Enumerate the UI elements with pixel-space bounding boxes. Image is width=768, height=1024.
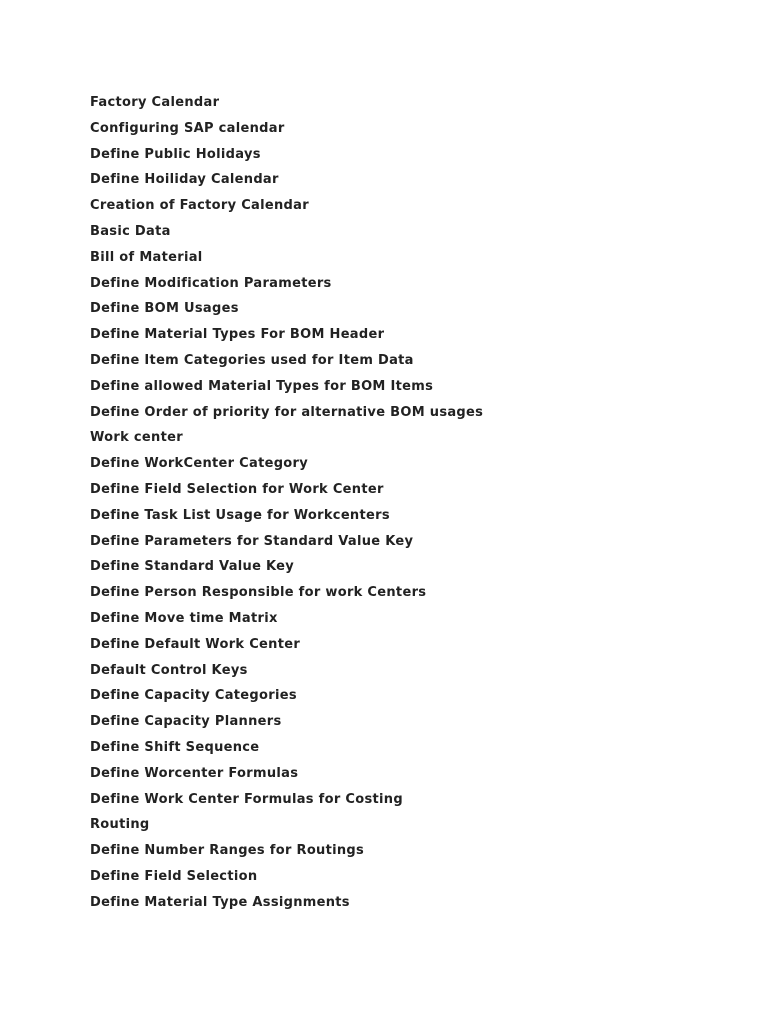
topic-item: Define BOM Usages	[90, 301, 239, 317]
topic-item: Define Work Center Formulas for Costing	[90, 791, 403, 807]
topic-item: Define Item Categories used for Item Data	[90, 352, 414, 368]
topic-item: Define Modification Parameters	[90, 275, 332, 291]
topic-item: Bill of Material	[90, 249, 203, 265]
topic-item: Default Control Keys	[90, 662, 248, 678]
topic-item: Define Order of priority for alternative BOM usages	[90, 404, 484, 420]
topic-item: Configuring SAP calendar	[90, 120, 285, 136]
topic-item: Define Worcenter Formulas	[90, 765, 299, 781]
topic-item: Define Default Work Center	[90, 636, 301, 652]
topic-item: Factory Calendar	[90, 95, 220, 110]
topic-item: Define Field Selection	[90, 868, 258, 884]
topic-item: Define Capacity Categories	[90, 688, 297, 704]
topic-item: Define Public Holidays	[90, 146, 261, 162]
topic-item: Define Task List Usage for Workcenters	[90, 507, 390, 523]
topic-item: Define Standard Value Key	[90, 559, 295, 575]
topic-item: Creation of Factory Calendar	[90, 198, 309, 214]
topic-item: Define Field Selection for Work Center	[90, 481, 384, 497]
topic-item: Define Hoiliday Calendar	[90, 172, 279, 188]
topic-item: Define WorkCenter Category	[90, 456, 309, 472]
topic-item: Routing	[90, 817, 150, 833]
topic-item: Define allowed Material Types for BOM Items	[90, 378, 434, 394]
topic-item: Work center	[90, 430, 183, 446]
topic-item: Define Material Type Assignments	[90, 894, 350, 910]
topic-item: Define Person Responsible for work Centers	[90, 585, 427, 601]
topic-item: Define Move time Matrix	[90, 610, 278, 626]
topic-list	[90, 90, 483, 916]
topic-item: Define Material Types For BOM Header	[90, 327, 385, 343]
topic-item: Define Shift Sequence	[90, 739, 260, 755]
topic-item: Define Parameters for Standard Value Key	[90, 533, 414, 549]
topic-item: Basic Data	[90, 223, 171, 239]
topic-item: Define Number Ranges for Routings	[90, 843, 365, 859]
topic-item: Define Capacity Planners	[90, 714, 282, 730]
